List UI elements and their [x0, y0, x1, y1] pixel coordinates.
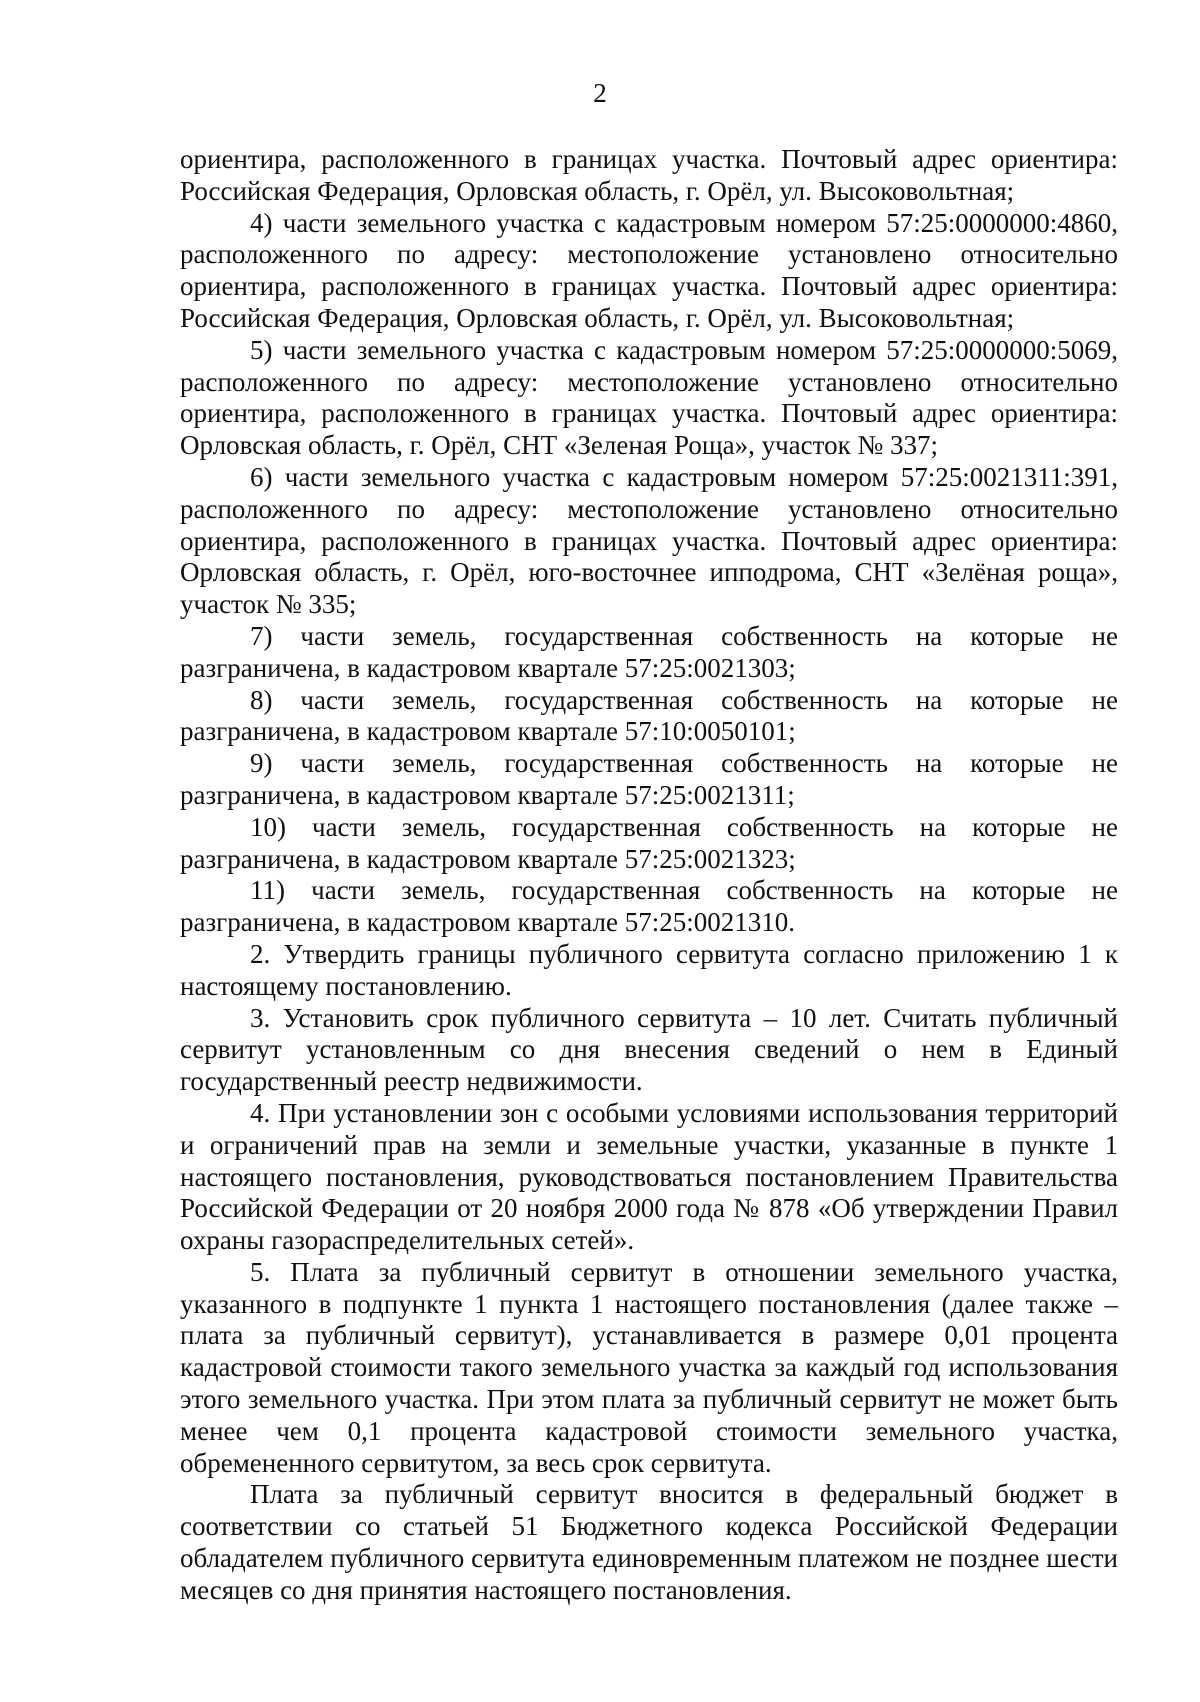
paragraph-continuation: ориентира, расположенного в границах участка. Почтовый адрес ориентира: Российская Федерация, Орловская область, г. Орёл, ул. Высоковольтная;: [180, 144, 1118, 206]
paragraph-item-8: 8) части земель, государственная собственность на которые не разграничена, в кадастровом квартале 57:10:0050101;: [180, 684, 1118, 747]
page-number: 2: [593, 78, 607, 108]
paragraph-item-9: 9) части земель, государственная собственность на которые не разграничена, в кадастровом квартале 57:25:0021311;: [180, 748, 1118, 810]
paragraph-clause-5: 5. Плата за публичный сервитут в отношении земельного участка, указанного в подпункте 1 пункта 1 настоящего постановления (далее также – плата за публичный сервитут), устанавливается в размере 0,01 процента кадастровой стоимости такого земельного участка за каждый год использования этого земельного участка. При этом плата за публичный сервитут не может быть менее чем 0,1 процента кадастровой стоимости земельного участка, обремененного сервитутом, за весь срок сервитута.: [180, 1256, 1118, 1478]
paragraph-clause-2: 2. Утвердить границы публичного сервитута согласно приложению 1 к настоящему постановлению.: [180, 938, 1118, 1001]
paragraph-clause-4: 4. При установлении зон с особыми условиями использования территорий и ограничений прав на земли и земельные участки, указанные в пункте 1 настоящего постановления, руководствоваться постановлением Правительства Российской Федерации от 20 ноября 2000 года № 878 «Об утверждении Правил охраны газораспределительных сетей».: [180, 1097, 1118, 1256]
paragraph-item-6: 6) части земельного участка с кадастровым номером 57:25:0021311:391, расположенного по адресу: местоположение установлено относительно ориентира, расположенного в границах участка. Почтовый адрес ориентира: Орловская область, г. Орёл, юго-восточнее ипподрома, СНТ «Зелёная роща», участок № 335;: [180, 461, 1118, 620]
paragraph-payment: Плата за публичный сервитут вносится в федеральный бюджет в соответствии со статьей 51 Бюджетного кодекса Российской Федерации обладателем публичного сервитута единовременным платежом не позднее шести месяцев со дня принятия настоящего постановления.: [180, 1479, 1118, 1605]
paragraph-item-4: 4) части земельного участка с кадастровым номером 57:25:0000000:4860, расположенного по адресу: местоположение установлено относительно ориентира, расположенного в границах участка. Почтовый адрес ориентира: Российская Федерация, Орловская область, г. Орёл, ул. Высоковольтная;: [180, 207, 1118, 333]
document-body: [180, 144, 1118, 1607]
paragraph-item-5: 5) части земельного участка с кадастровым номером 57:25:0000000:5069, расположенного по адресу: местоположение установлено относительно ориентира, расположенного в границах участка. Почтовый адрес ориентира: Орловская область, г. Орёл, СНТ «Зеленая Роща», участок № 337;: [180, 334, 1118, 461]
paragraph-item-10: 10) части земель, государственная собственность на которые не разграничена, в кадастровом квартале 57:25:0021323;: [180, 811, 1118, 874]
paragraph-item-11: 11) части земель, государственная собственность на которые не разграничена, в кадастровом квартале 57:25:0021310.: [180, 875, 1118, 938]
paragraph-item-7: 7) части земель, государственная собственность на которые не разграничена, в кадастровом квартале 57:25:0021303;: [180, 620, 1118, 683]
paragraph-clause-3: 3. Установить срок публичного сервитута – 10 лет. Считать публичный сервитут установленным со дня внесения сведений о нем в Единый государственный реестр недвижимости.: [180, 1002, 1118, 1097]
